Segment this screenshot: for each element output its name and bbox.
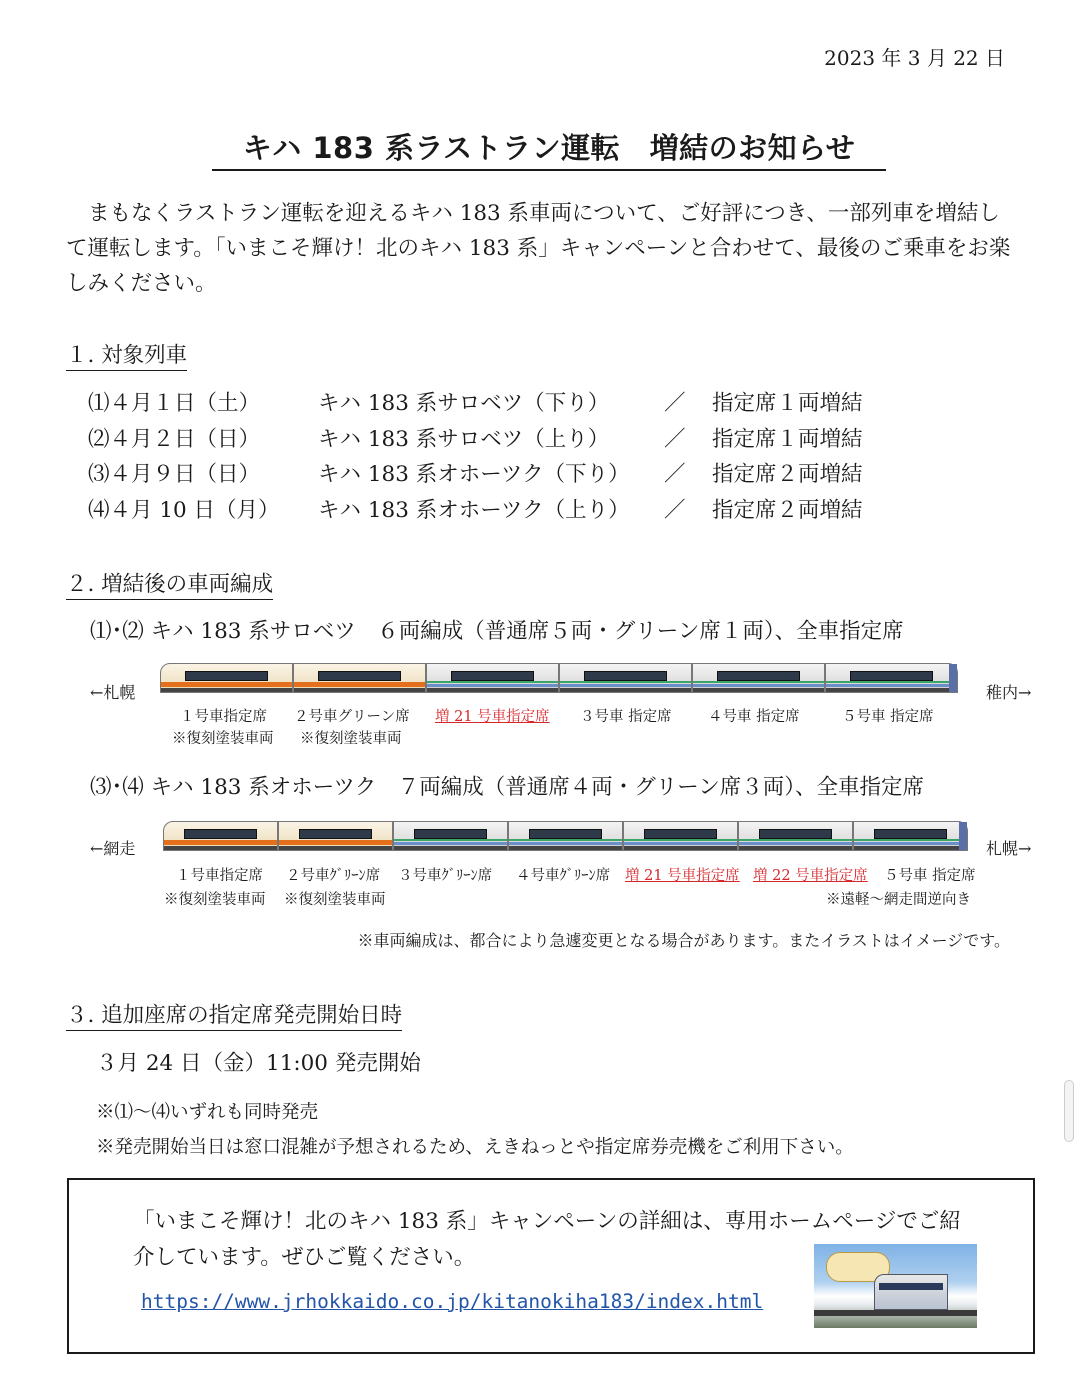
added-car-label: 増 21 号車指定席 — [625, 868, 740, 884]
train-car — [163, 821, 278, 851]
train-car — [426, 663, 559, 693]
composition2-notes — [0, 888, 1080, 908]
row-train: キハ 183 系サロベツ（下り） — [318, 391, 610, 416]
car-label: ２号車グリーン席 — [294, 709, 410, 725]
train-composition-2 — [163, 821, 968, 851]
car-label: ３号車ｸﾞﾘｰﾝ席 — [398, 868, 493, 884]
campaign-info-box — [67, 1178, 1035, 1354]
scrollbar[interactable] — [1064, 1080, 1074, 1142]
train-car — [559, 663, 692, 693]
train-car — [692, 663, 825, 693]
composition2-right-direction: 札幌→ — [986, 839, 1032, 858]
row-info: 指定席２両増結 — [712, 462, 863, 487]
car-label: ５号車 指定席 — [884, 868, 976, 884]
sale-start-datetime: ３月 24 日（金）11:00 発売開始 — [96, 1051, 421, 1076]
car-label: １号車指定席 — [180, 709, 267, 725]
train-car — [278, 821, 393, 851]
composition2-caption: ⑶･⑷ キハ 183 系オホーツク ７両編成（普通席４両・グリーン席３両）、全車指定席 — [90, 775, 925, 800]
row-info: 指定席２両増結 — [712, 498, 863, 523]
row-train: キハ 183 系サロベツ（上り） — [318, 427, 610, 452]
document-date: 2023 年 3 月 22 日 — [824, 46, 1005, 70]
composition-disclaimer: ※車両編成は、都合により急遽変更となる場合があります。またイラストはイメージです。 — [357, 931, 1010, 950]
added-car-label: 増 21 号車指定席 — [435, 709, 550, 725]
composition1-caption: ⑴･⑵ キハ 183 系サロベツ ６両編成（普通席５両・グリーン席１両）、全車指定席 — [90, 619, 904, 644]
composition1-right-direction: 稚内→ — [986, 683, 1032, 702]
section3-heading: ３. 追加座席の指定席発売開始日時 — [66, 998, 402, 1031]
car-note: ※復刻塗装車両 — [164, 892, 266, 908]
sale-note: ※発売開始当日は窓口混雑が予想されるため、えきねっとや指定席券売機をご利用下さい。 — [96, 1137, 854, 1158]
sale-note: ※⑴～⑷いずれも同時発売 — [96, 1102, 319, 1123]
car-note: ※遠軽～網走間逆向き — [826, 892, 971, 908]
row-date: ⑷４月 10 日（月） — [88, 498, 280, 523]
train-car — [825, 663, 958, 693]
train-car — [623, 821, 738, 851]
row-separator: ／ — [664, 427, 686, 452]
row-separator: ／ — [664, 498, 686, 523]
row-date: ⑵４月２日（日） — [88, 427, 261, 452]
car-label: ２号車ｸﾞﾘｰﾝ席 — [286, 868, 381, 884]
train-illustration — [874, 1274, 948, 1310]
campaign-link[interactable]: https://www.jrhokkaido.co.jp/kitanokiha183/index.html — [141, 1290, 764, 1313]
section2-heading: ２. 増結後の車両編成 — [66, 567, 273, 600]
campaign-thumbnail-image — [814, 1244, 977, 1328]
car-label: ３号車 指定席 — [580, 709, 672, 725]
car-note: ※復刻塗装車両 — [284, 892, 386, 908]
car-label: １号車指定席 — [176, 868, 263, 884]
composition2-car-labels — [0, 864, 1080, 884]
section1-heading: １. 対象列車 — [66, 338, 187, 371]
train-car — [738, 821, 853, 851]
intro-paragraph: まもなくラストラン運転を迎えるキハ 183 系車両について、ご好評につき、一部列車を増結して運転します。「いまこそ輝け！北のキハ 183 系」キャンペーンと合わせて、最後のご乗車をお楽しみください。 — [66, 201, 1011, 296]
train-car — [393, 821, 508, 851]
row-info: 指定席１両増結 — [712, 391, 863, 416]
composition1-notes — [0, 727, 1080, 747]
composition1-car-labels — [0, 705, 1080, 725]
page-title: キハ 183 系ラストラン運転 増結のお知らせ — [212, 126, 886, 171]
train-car — [853, 821, 968, 851]
added-car-label: 増 22 号車指定席 — [753, 868, 868, 884]
car-label: ４号車ｸﾞﾘｰﾝ席 — [516, 868, 611, 884]
train-car — [293, 663, 426, 693]
campaign-text: 「いまこそ輝け！北のキハ 183 系」キャンペーンの詳細は、専用ホームページでご紹介しています。ぜひご覧ください。 — [133, 1209, 961, 1270]
composition1-left-direction: ←札幌 — [90, 683, 136, 702]
row-separator: ／ — [664, 462, 686, 487]
car-label: ４号車 指定席 — [708, 709, 800, 725]
train-composition-1 — [160, 663, 958, 693]
row-info: 指定席１両増結 — [712, 427, 863, 452]
car-note: ※復刻塗装車両 — [300, 731, 402, 747]
row-train: キハ 183 系オホーツク（下り） — [318, 462, 630, 487]
row-date: ⑶４月９日（日） — [88, 462, 261, 487]
car-label: ５号車 指定席 — [842, 709, 934, 725]
row-train: キハ 183 系オホーツク（上り） — [318, 498, 630, 523]
composition2-left-direction: ←網走 — [90, 839, 136, 858]
train-car — [160, 663, 293, 693]
train-car — [508, 821, 623, 851]
car-note: ※復刻塗装車両 — [172, 731, 274, 747]
row-date: ⑴４月１日（土） — [88, 391, 261, 416]
row-separator: ／ — [664, 391, 686, 416]
